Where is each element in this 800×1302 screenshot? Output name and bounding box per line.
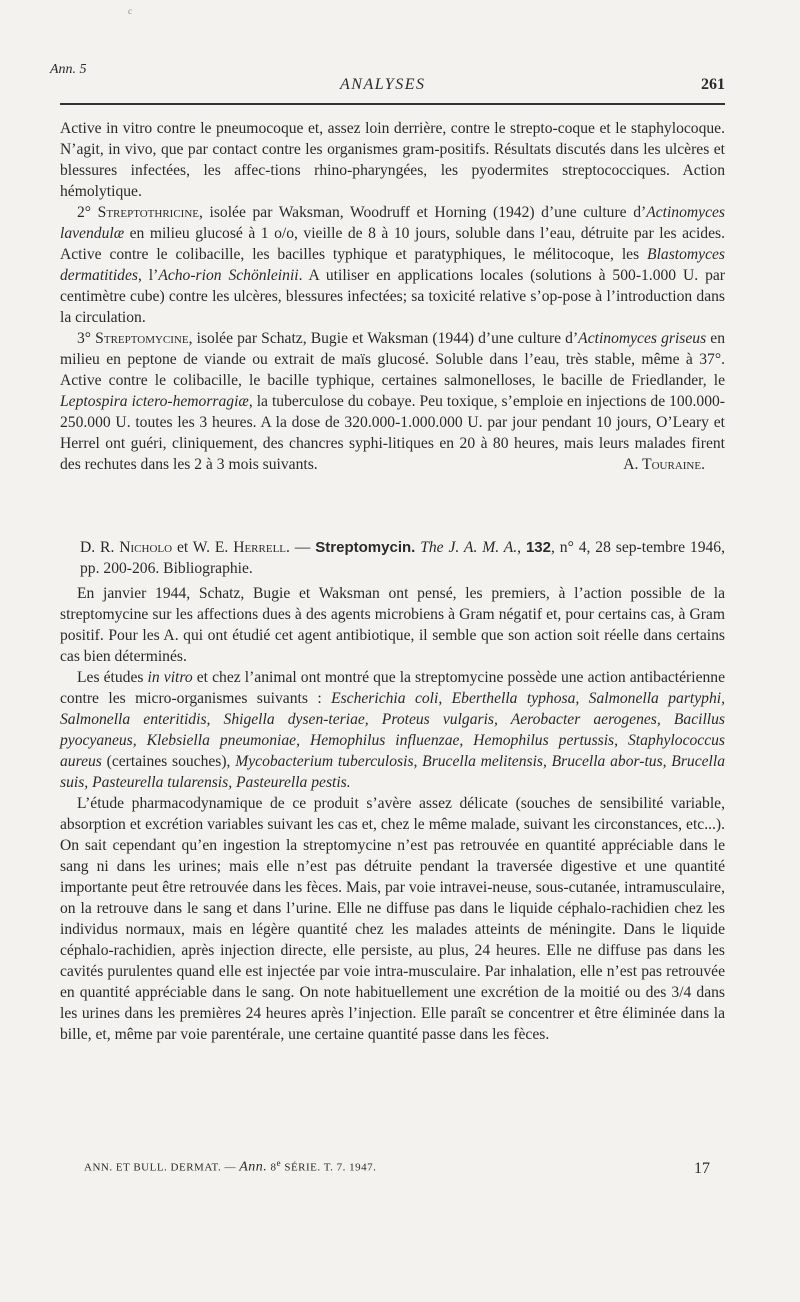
latin-term: in vitro <box>147 669 193 686</box>
species-name: Actinomyces lavendulæ <box>60 204 725 242</box>
paragraph: En janvier 1944, Schatz, Bugie et Waksman ont pensé, les premiers, à l’action possible de la streptomycine sur les affections dues à des agents microbiens à Gram négatif et, pour certains cas, à Gram positif. Pour les A. qui ont étudié cet agent antibiotique, il semble que son action soit réelle dans certains cas bien déterminés. <box>60 585 725 665</box>
text-run: ANN. ET BULL. DERMAT. — <box>84 1161 240 1174</box>
paragraph-streptothricine <box>60 202 725 328</box>
author-name: Herrell <box>233 539 287 556</box>
text-run: en milieu en peptone de viande ou extrait de maïs glucosé. Soluble dans l’eau, très stable, même à 37°. Active contre le colibacille, le bacille typhique, certaines salmonelloses, le bacille de Friedlander, le <box>60 330 725 389</box>
superscript: e <box>276 1158 282 1168</box>
text-run: , isolée par Waksman, Woodruff et Horning (1942) d’une culture d’ <box>199 204 647 221</box>
substance-name: Streptothricine <box>97 204 199 221</box>
article-title: Streptomycin. <box>315 539 416 556</box>
text-run: (certaines souches), <box>101 753 236 770</box>
text-run: en milieu glucosé à 1 o/o, vieille de 8 à 10 jours, soluble dans l’eau, détruite par les acides. Active contre le colibacille, les bacilles typhique et paratyphiques, le mélitocoque, les <box>60 225 725 263</box>
text-run: SÉRIE. T. 7. 1947. <box>281 1161 377 1174</box>
item-number: 2° <box>77 204 98 221</box>
paragraph: Active in vitro contre le pneumocoque et, assez loin derrière, contre le strepto-coque et le staphylocoque. N’agit, in vivo, que par contact contre les organismes gram-positifs. Résultats discutés dans les ulcères et blessures infectées, les affec-tions rhino-pharyngées, les pyodermites streptococciques. Action hémolytique. <box>60 120 725 200</box>
species-list: Mycobacterium tuberculosis, Brucella melitensis, Brucella abor-tus, Brucella suis, Pasteurella tularensis, Pasteurella pestis. <box>60 753 725 791</box>
running-head-left: Ann. 5 <box>50 62 87 77</box>
footer-citation <box>84 1158 376 1176</box>
text-run: , la tuberculose du cobaye. Peu toxique, s’emploie en injections de 100.000-250.000 U. toutes les 3 heures. A la dose de 320.000-1.000.000 U. par jour pendant 10 jours, O’Leary et Herrel ont guéri, cliniquement, des chancres syphi-litiques en 20 à 80 heures, mais leurs malades firent des rechutes dans les 2 à 3 mois suivants. <box>60 393 725 473</box>
species-list: Escherichia coli, Eberthella typhosa, Salmonella partyphi, Salmonella enteritidis, Shigella dysen-teriae, Proteus vulgaris, Aerobacter aerogenes, Bacillus pyocyaneus, Klebsiella pneumoniae, Hemophilus influenzae, Hemophilus pertussis, Staphylococcus aureus <box>60 690 725 770</box>
text-run: D. R. <box>80 539 120 556</box>
text-run: . — <box>286 539 316 556</box>
author-name: Nicholo <box>119 539 173 556</box>
author-signature: A. Touraine. <box>623 456 705 473</box>
species-name: Leptospira ictero-hemorragiæ <box>60 393 249 410</box>
text-run: Ann. <box>239 1159 268 1175</box>
species-name: Blastomyces dermatitides <box>60 246 725 284</box>
text-run: , isolée par Schatz, Bugie et Waksman (1944) d’une culture d’ <box>188 330 579 347</box>
section-antibiotics-list <box>60 118 725 475</box>
text-run: . A utiliser en applications locales (solutions à 500-1.000 U. par centimètre cube) contre les ulcères, blessures infectées; sa toxicité relative s’op-pose à l’introduction dans la circulation. <box>60 267 725 326</box>
section-streptomycin-review <box>60 537 725 1045</box>
volume-number: 132 <box>525 539 551 556</box>
substance-name: Streptomycine <box>95 330 189 347</box>
text-run: et chez l’animal ont montré que la streptomycine possède une action antibactérienne contre les micro-organismes suivants : <box>60 669 726 707</box>
text-run: , <box>517 539 526 556</box>
signature-number: 17 <box>694 1160 710 1177</box>
running-head-title: ANALYSES <box>340 76 426 93</box>
item-number: 3° <box>77 330 96 347</box>
text-run: et W. E. <box>172 539 234 556</box>
text-run: , n° 4, 28 sep-tembre 1946, pp. 200-206. Bibliographie. <box>80 539 726 577</box>
scan-mark: c <box>128 6 132 16</box>
paragraph-streptomycine <box>60 328 725 475</box>
paragraph-organisms <box>60 667 725 793</box>
text-run: , l’ <box>137 267 159 284</box>
paragraph-pharmacodynamics: L’étude pharmacodynamique de ce produit s’avère assez délicate (souches de sensibilité variable, absorption et excrétion variables suivant les cas et, chez le même malade, suivant les circonstances, etc...). On sait cependant qu’en ingestion la streptomycine n’est pas retrouvée en quantité appréciable dans le sang ni dans les urines; mais elle n’est pas détruite pendant la traversée digestive et une quantité importante peut être retrouvée dans les fèces. Mais, par voie intravei-neuse, sous-cutanée, intramusculaire, on la retrouve dans le sang et dans l’urine. Elle ne diffuse pas dans le liquide céphalo-rachidien chez les individus normaux, mais en légère quantité chez les malades atteints de méningite. Dans le liquide céphalo-rachidien, après injection directe, elle persiste, au plus, 24 heures. Elle ne diffuse pas dans les cavités purulentes quand elle est injectée par voie intra-musculaire. Par inhalation, elle n’est pas retrouvée en quantité appréciable dans le sang. On note habituellement une excrétion de la moitié ou des 3/4 dans les urines dans les premières 24 heures après l’injection. Elle paraît se concentrer et être éliminée dans la bille, et, même par voie parentérale, une certaine quantité passe dans les fèces. <box>60 795 725 1043</box>
bibliographic-reference <box>60 537 725 579</box>
text-run: 8 <box>267 1161 277 1174</box>
text-run: Les études <box>77 669 148 686</box>
journal-name: The J. A. M. A. <box>415 539 518 556</box>
page-number: 261 <box>701 76 725 93</box>
species-name: Actinomyces griseus <box>578 330 707 347</box>
header-rule <box>60 103 725 105</box>
species-name: Acho-rion Schönleinii <box>158 267 299 284</box>
